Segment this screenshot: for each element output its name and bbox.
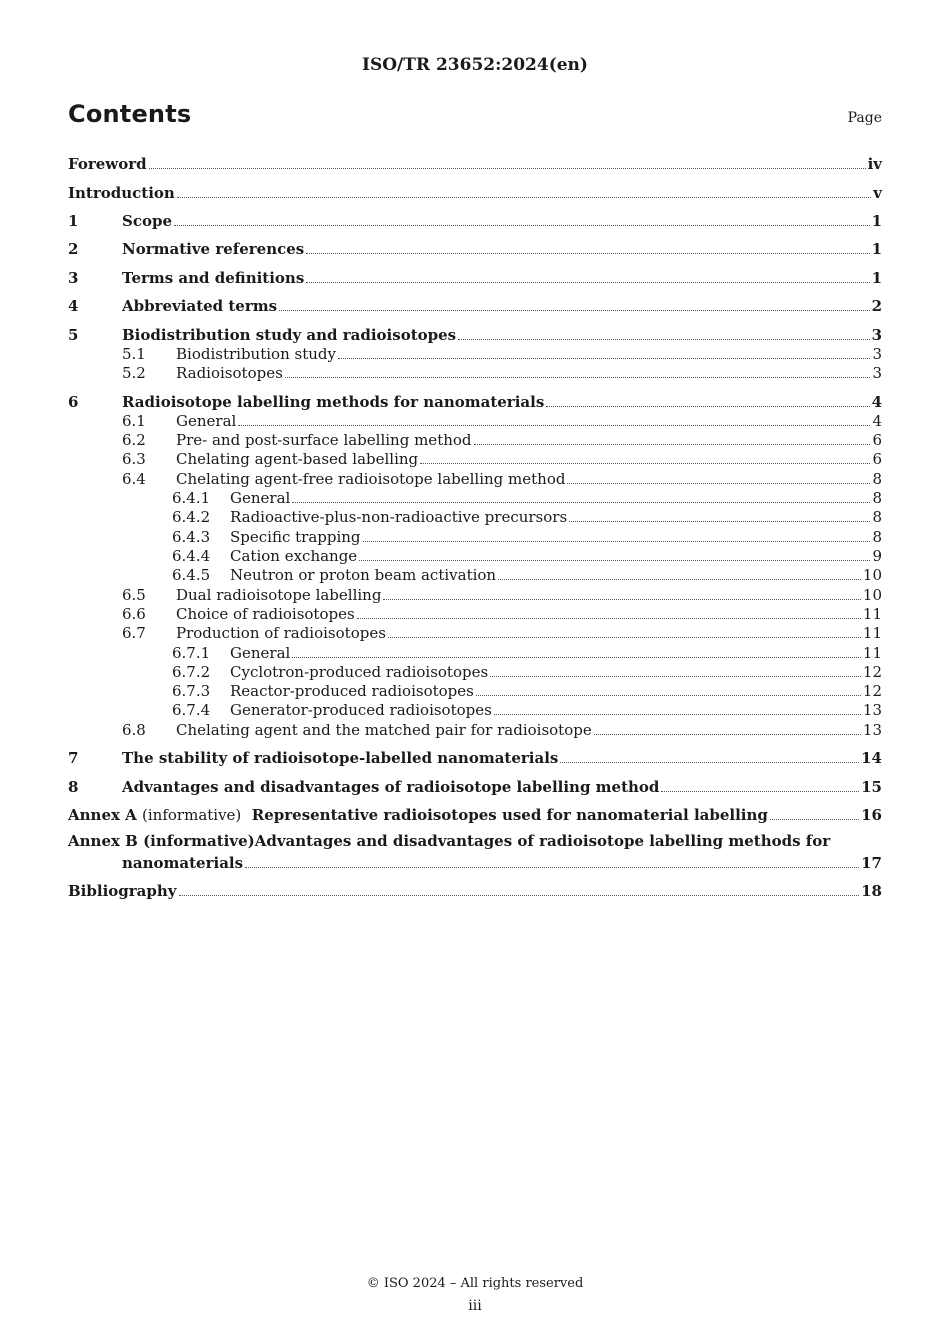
leader-dots: [458, 339, 869, 340]
toc-entry-page: 6: [872, 450, 882, 468]
leader-dots: [498, 579, 861, 580]
toc-entry-6-5[interactable]: [68, 584, 882, 604]
toc-entry-6-6[interactable]: [68, 603, 882, 623]
toc-entry-title: Radioisotope labelling methods for nanomaterials: [122, 393, 545, 411]
toc-entry-page: 16: [861, 806, 882, 824]
toc-entry-clause-4[interactable]: [68, 295, 882, 315]
toc-entry-number: 6.3: [122, 450, 146, 468]
toc-entry-title: Introduction: [68, 184, 175, 202]
toc-entry-clause-8[interactable]: [68, 776, 882, 796]
leader-dots: [338, 358, 870, 359]
leader-dots: [292, 657, 861, 658]
leader-dots: [177, 197, 871, 198]
leader-dots: [476, 695, 861, 696]
toc-entry-page: 1: [871, 212, 882, 230]
toc-entry-title: Advantages and disadvantages of radioisotope labelling method: [122, 778, 660, 796]
toc-entry-annex-b-line1[interactable]: [68, 832, 831, 850]
annex-informative: (informative): [143, 832, 255, 850]
leader-dots: [560, 762, 859, 763]
toc-entry-title: Bibliography: [68, 882, 177, 900]
toc-entry-title: Scope: [122, 212, 173, 230]
toc-entry-title: Neutron or proton beam activation: [230, 566, 497, 584]
annex-title: Representative radioisotopes used for nanomaterial labelling: [251, 806, 768, 824]
toc-entry-title: Chelating agent-free radioisotope labelling method: [176, 470, 566, 488]
toc-entry-clause-1[interactable]: [68, 210, 882, 230]
toc-entry-6-4-2[interactable]: [68, 506, 882, 526]
toc-entry-number: 6.4.3: [172, 528, 211, 546]
toc-entry-number: 8: [68, 778, 79, 796]
leader-dots: [770, 819, 859, 820]
toc-entry-6-7[interactable]: [68, 622, 882, 642]
toc-entry-number: 1: [68, 212, 79, 230]
toc-entry-6-4-5[interactable]: [68, 564, 882, 584]
toc-entry-title: The stability of radioisotope-labelled nanomaterials: [122, 749, 559, 767]
leader-dots: [174, 225, 870, 226]
annex-informative: (informative): [142, 806, 242, 824]
annex-label: Annex B (informative): [68, 832, 255, 850]
toc-entry-page: 1: [871, 240, 882, 258]
page-column-label: Page: [847, 110, 882, 126]
toc-entry-title: Biodistribution study and radioisotopes: [122, 326, 457, 344]
leader-dots: [292, 502, 870, 503]
toc-entry-page: iv: [867, 155, 882, 173]
toc-entry-6-7-3[interactable]: [68, 680, 882, 700]
toc-entry-page: 10: [862, 586, 882, 604]
toc-entry-6-4-3[interactable]: [68, 526, 882, 546]
toc-entry-6-7-1[interactable]: [68, 642, 882, 662]
leader-dots: [569, 521, 870, 522]
leader-dots: [359, 560, 870, 561]
toc-entry-title: General: [230, 489, 291, 507]
toc-entry-title: Choice of radioisotopes: [176, 605, 355, 623]
toc-entry-number: 6.4.1: [172, 489, 211, 507]
toc-entry-page: 8: [872, 508, 882, 526]
toc-entry-number: 6.4.2: [172, 508, 211, 526]
leader-dots: [661, 791, 859, 792]
toc-entry-bibliography[interactable]: [68, 880, 882, 900]
toc-entry-page: 1: [871, 269, 882, 287]
leader-dots: [179, 895, 860, 896]
toc-entry-6-1[interactable]: [68, 410, 882, 430]
leader-dots: [474, 444, 871, 445]
toc-entry-title: Biodistribution study: [176, 345, 336, 363]
toc-entry-title: Abbreviated terms: [122, 297, 278, 315]
toc-entry-page: 12: [862, 682, 882, 700]
leader-dots: [494, 714, 861, 715]
toc-entry-page: 11: [862, 624, 882, 642]
toc-entry-number: 6: [68, 393, 79, 411]
leader-dots: [279, 310, 869, 311]
toc-entry-page: 9: [872, 547, 882, 565]
leader-dots: [567, 483, 870, 484]
toc-entry-annex-a[interactable]: [68, 804, 882, 824]
toc-entry-number: 6.4.4: [172, 547, 211, 565]
toc-entry-6-7-2[interactable]: [68, 661, 882, 681]
annex-label: Annex A: [68, 806, 137, 824]
toc-entry-number: 6.7: [122, 624, 146, 642]
toc-entry-page: 8: [872, 470, 882, 488]
toc-entry-title: General: [230, 644, 291, 662]
page-title: Contents: [68, 100, 192, 128]
toc-entry-title: Production of radioisotopes: [176, 624, 386, 642]
toc-entry-page: 11: [862, 644, 882, 662]
toc-entry-number: 6.1: [122, 412, 146, 430]
leader-dots: [306, 282, 869, 283]
toc-entry-number: 6.2: [122, 431, 146, 449]
toc-entry-page: 13: [862, 701, 882, 719]
toc-entry-page: 3: [871, 326, 882, 344]
toc-entry-page: v: [873, 184, 882, 202]
toc-entry-title: Cation exchange: [230, 547, 358, 565]
toc-entry-page: 4: [872, 412, 882, 430]
leader-dots: [383, 599, 860, 600]
toc-entry-6-8[interactable]: [68, 719, 882, 739]
toc-entry-introduction[interactable]: [68, 182, 882, 202]
toc-entry-number: 4: [68, 297, 79, 315]
toc-entry-page: 10: [862, 566, 882, 584]
toc-entry-title: Cyclotron-produced radioisotopes: [230, 663, 489, 681]
toc-entry-clause-5[interactable]: [68, 324, 882, 344]
page-number: iii: [468, 1298, 482, 1314]
toc-entry-number: 3: [68, 269, 79, 287]
toc-entry-5-2[interactable]: [68, 362, 882, 382]
document-id-header: ISO/TR 23652:2024(en): [362, 55, 588, 75]
toc-entry-page: 3: [872, 345, 882, 363]
toc-entry-page: 13: [862, 721, 882, 739]
toc-entry-clause-3[interactable]: [68, 267, 882, 287]
leader-dots: [245, 867, 859, 868]
toc-entry-number: 6.7.2: [172, 663, 211, 681]
toc-entry-title: [68, 806, 768, 824]
toc-entry-6-4[interactable]: [68, 468, 882, 488]
toc-entry-page: 8: [872, 489, 882, 507]
leader-dots: [306, 253, 869, 254]
toc-entry-page: 17: [861, 854, 882, 872]
leader-dots: [238, 425, 870, 426]
toc-entry-annex-b-line2[interactable]: [68, 852, 882, 872]
toc-entry-page: 14: [861, 749, 882, 767]
annex-title: Advantages and disadvantages of radioisotope labelling methods for: [254, 832, 831, 850]
toc-entry-number: 6.6: [122, 605, 146, 623]
toc-entry-5-1[interactable]: [68, 343, 882, 363]
toc-entry-6-3[interactable]: [68, 448, 882, 468]
toc-entry-title: Generator-produced radioisotopes: [230, 701, 492, 719]
toc-entry-page: 15: [861, 778, 882, 796]
toc-entry-number: 6.4.5: [172, 566, 211, 584]
toc-entry-number: 5.1: [122, 345, 146, 363]
toc-entry-title: Specific trapping: [230, 528, 361, 546]
toc-entry-title: Reactor-produced radioisotopes: [230, 682, 474, 700]
toc-entry-clause-7[interactable]: [68, 747, 882, 767]
toc-entry-title: Radioactive-plus-non-radioactive precursors: [230, 508, 568, 526]
toc-entry-page: 12: [862, 663, 882, 681]
copyright-footer: © ISO 2024 – All rights reserved: [366, 1276, 584, 1291]
toc-entry-page: 8: [872, 528, 882, 546]
toc-entry-title: Dual radioisotope labelling: [176, 586, 382, 604]
leader-dots: [546, 406, 869, 407]
toc-entry-number: 6.4: [122, 470, 146, 488]
toc-entry-number: 6.7.4: [172, 701, 211, 719]
toc-entry-clause-6[interactable]: [68, 391, 882, 411]
toc-entry-title: Radioisotopes: [176, 364, 283, 382]
toc-entry-title: Terms and definitions: [122, 269, 305, 287]
leader-dots: [285, 377, 871, 378]
leader-dots: [420, 463, 870, 464]
toc-entry-number: 5.2: [122, 364, 146, 382]
toc-entry-page: 11: [862, 605, 882, 623]
toc-entry-6-4-1[interactable]: [68, 487, 882, 507]
toc-entry-6-2[interactable]: [68, 429, 882, 449]
toc-entry-title: Normative references: [122, 240, 305, 258]
leader-dots: [490, 676, 861, 677]
toc-entry-title: Foreword: [68, 155, 147, 173]
toc-entry-number: 6.7.3: [172, 682, 211, 700]
toc-entry-6-7-4[interactable]: [68, 699, 882, 719]
toc-entry-foreword[interactable]: [68, 153, 882, 173]
toc-entry-page: 18: [861, 882, 882, 900]
toc-entry-title: Chelating agent-based labelling: [176, 450, 419, 468]
toc-entry-title: nanomaterials: [122, 854, 244, 872]
leader-dots: [357, 618, 861, 619]
toc-entry-number: 6.5: [122, 586, 146, 604]
toc-entry-clause-2[interactable]: [68, 238, 882, 258]
leader-dots: [594, 734, 861, 735]
leader-dots: [388, 637, 861, 638]
toc-entry-number: 6.8: [122, 721, 146, 739]
toc-entry-number: 7: [68, 749, 79, 767]
toc-entry-page: 3: [872, 364, 882, 382]
toc-entry-6-4-4[interactable]: [68, 545, 882, 565]
toc-entry-number: 6.7.1: [172, 644, 211, 662]
toc-entry-page: 2: [871, 297, 882, 315]
toc-entry-number: 5: [68, 326, 79, 344]
toc-entry-page: 4: [871, 393, 882, 411]
toc-entry-title: Chelating agent and the matched pair for radioisotope: [176, 721, 592, 739]
leader-dots: [363, 541, 871, 542]
leader-dots: [149, 168, 866, 169]
toc-entry-page: 6: [872, 431, 882, 449]
toc-entry-number: 2: [68, 240, 79, 258]
toc-entry-title: General: [176, 412, 237, 430]
toc-entry-title: Pre- and post-surface labelling method: [176, 431, 472, 449]
